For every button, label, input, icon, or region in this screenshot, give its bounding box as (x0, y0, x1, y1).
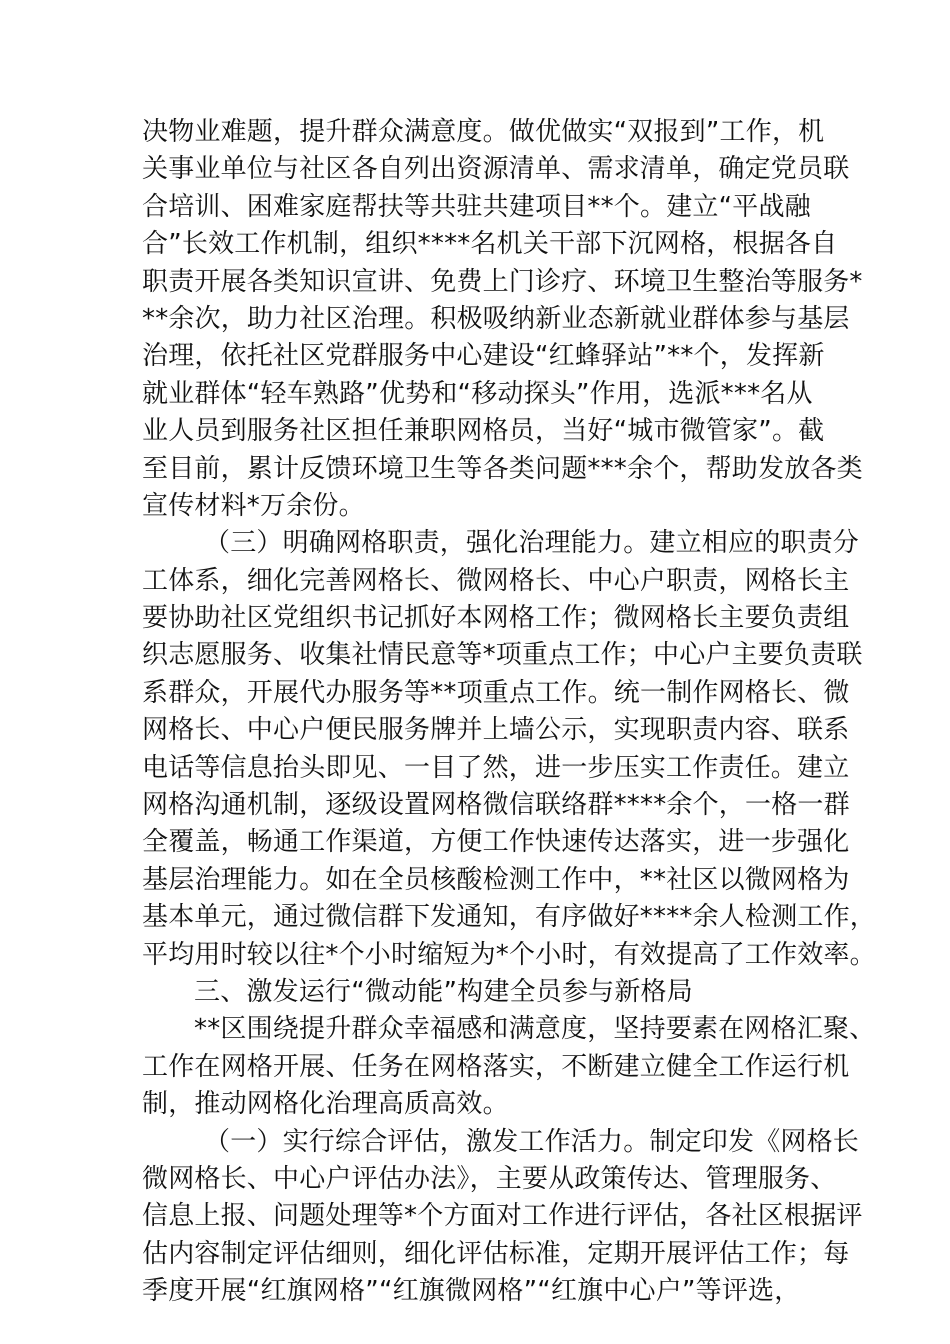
text-line: 平均用时较以往*个小时缩短为*个小时，有效提高了工作效率。 (142, 939, 876, 970)
text-line: 系群众，开展代办服务等**项重点工作。统一制作网格长、微 (142, 677, 850, 708)
text-line: 工作在网格开展、任务在网格落实，不断建立健全工作运行机 (142, 1051, 850, 1082)
text-line: 宣传材料*万余份。 (142, 490, 365, 521)
document-body (142, 114, 877, 1311)
text-line: 关事业单位与社区各自列出资源清单、需求清单，确定党员联 (142, 154, 850, 185)
text-line: 治理，依托社区党群服务中心建设“红蜂驿站”**个，发挥新 (142, 341, 825, 372)
text-line: 至目前，累计反馈环境卫生等各类问题***余个，帮助发放各类 (142, 453, 863, 484)
text-line: 基层治理能力。如在全员核酸检测工作中，**社区以微网格为 (142, 864, 850, 895)
section-heading-1: （一）实行综合评估，激发工作活力。制定印发《网格长 (204, 1126, 860, 1157)
text-line: **余次，助力社区治理。积极吸纳新业态新就业群体参与基层 (142, 303, 850, 334)
text-line: 职责开展各类知识宣讲、免费上门诊疗、环境卫生整治等服务* (142, 266, 863, 297)
text-line: 基本单元，通过微信群下发通知，有序做好****余人检测工作， (142, 902, 877, 933)
text-line: 要协助社区党组织书记抓好本网格工作；微网格长主要负责组 (142, 603, 850, 634)
text-line: **区围绕提升群众幸福感和满意度，坚持要素在网格汇聚、 (194, 1014, 876, 1045)
text-line: 就业群体“轻车熟路”优势和“移动探头”作用，选派***名从 (142, 378, 813, 409)
text-line: 网格长、中心户便民服务牌并上墙公示，实现职责内容、联系 (142, 715, 850, 746)
text-line: 合培训、困难家庭帮扶等共驻共建项目**个。建立“平战融 (142, 191, 811, 222)
section-title: 三、激发运行“微动能”构建全员参与新格局 (194, 976, 693, 1007)
text-line: 微网格长、中心户评估办法》，主要从政策传达、管理服务、 (142, 1163, 837, 1194)
text-line: 全覆盖，畅通工作渠道，方便工作快速传达落实，进一步强化 (142, 827, 850, 858)
text-line: 制，推动网格化治理高质高效。 (142, 1089, 509, 1120)
text-line: 合”长效工作机制，组织****名机关干部下沉网格，根据各自 (142, 229, 838, 260)
text-line: 电话等信息抬头即见、一目了然，进一步压实工作责任。建立 (142, 752, 850, 783)
text-line: 业人员到服务社区担任兼职网格员，当好“城市微管家”。截 (142, 416, 825, 447)
text-line: 信息上报、问题处理等*个方面对工作进行评估，各社区根据评 (142, 1201, 863, 1232)
text-line: 织志愿服务、收集社情民意等*项重点工作；中心户主要负责联 (142, 640, 863, 671)
text-line: 估内容制定评估细则，细化评估标准，定期开展评估工作；每 (142, 1238, 850, 1269)
text-line: 工体系，细化完善网格长、微网格长、中心户职责，网格长主 (142, 565, 850, 596)
text-line: 网格沟通机制，逐级设置网格微信联络群****余个，一格一群 (142, 790, 850, 821)
text-line: 季度开展“红旗网格”“红旗微网格”“红旗中心户”等评选， (142, 1276, 801, 1307)
section-heading-3: （三）明确网格职责，强化治理能力。建立相应的职责分 (204, 528, 860, 559)
text-line: 决物业难题，提升群众满意度。做优做实“双报到”工作，机 (142, 117, 825, 147)
